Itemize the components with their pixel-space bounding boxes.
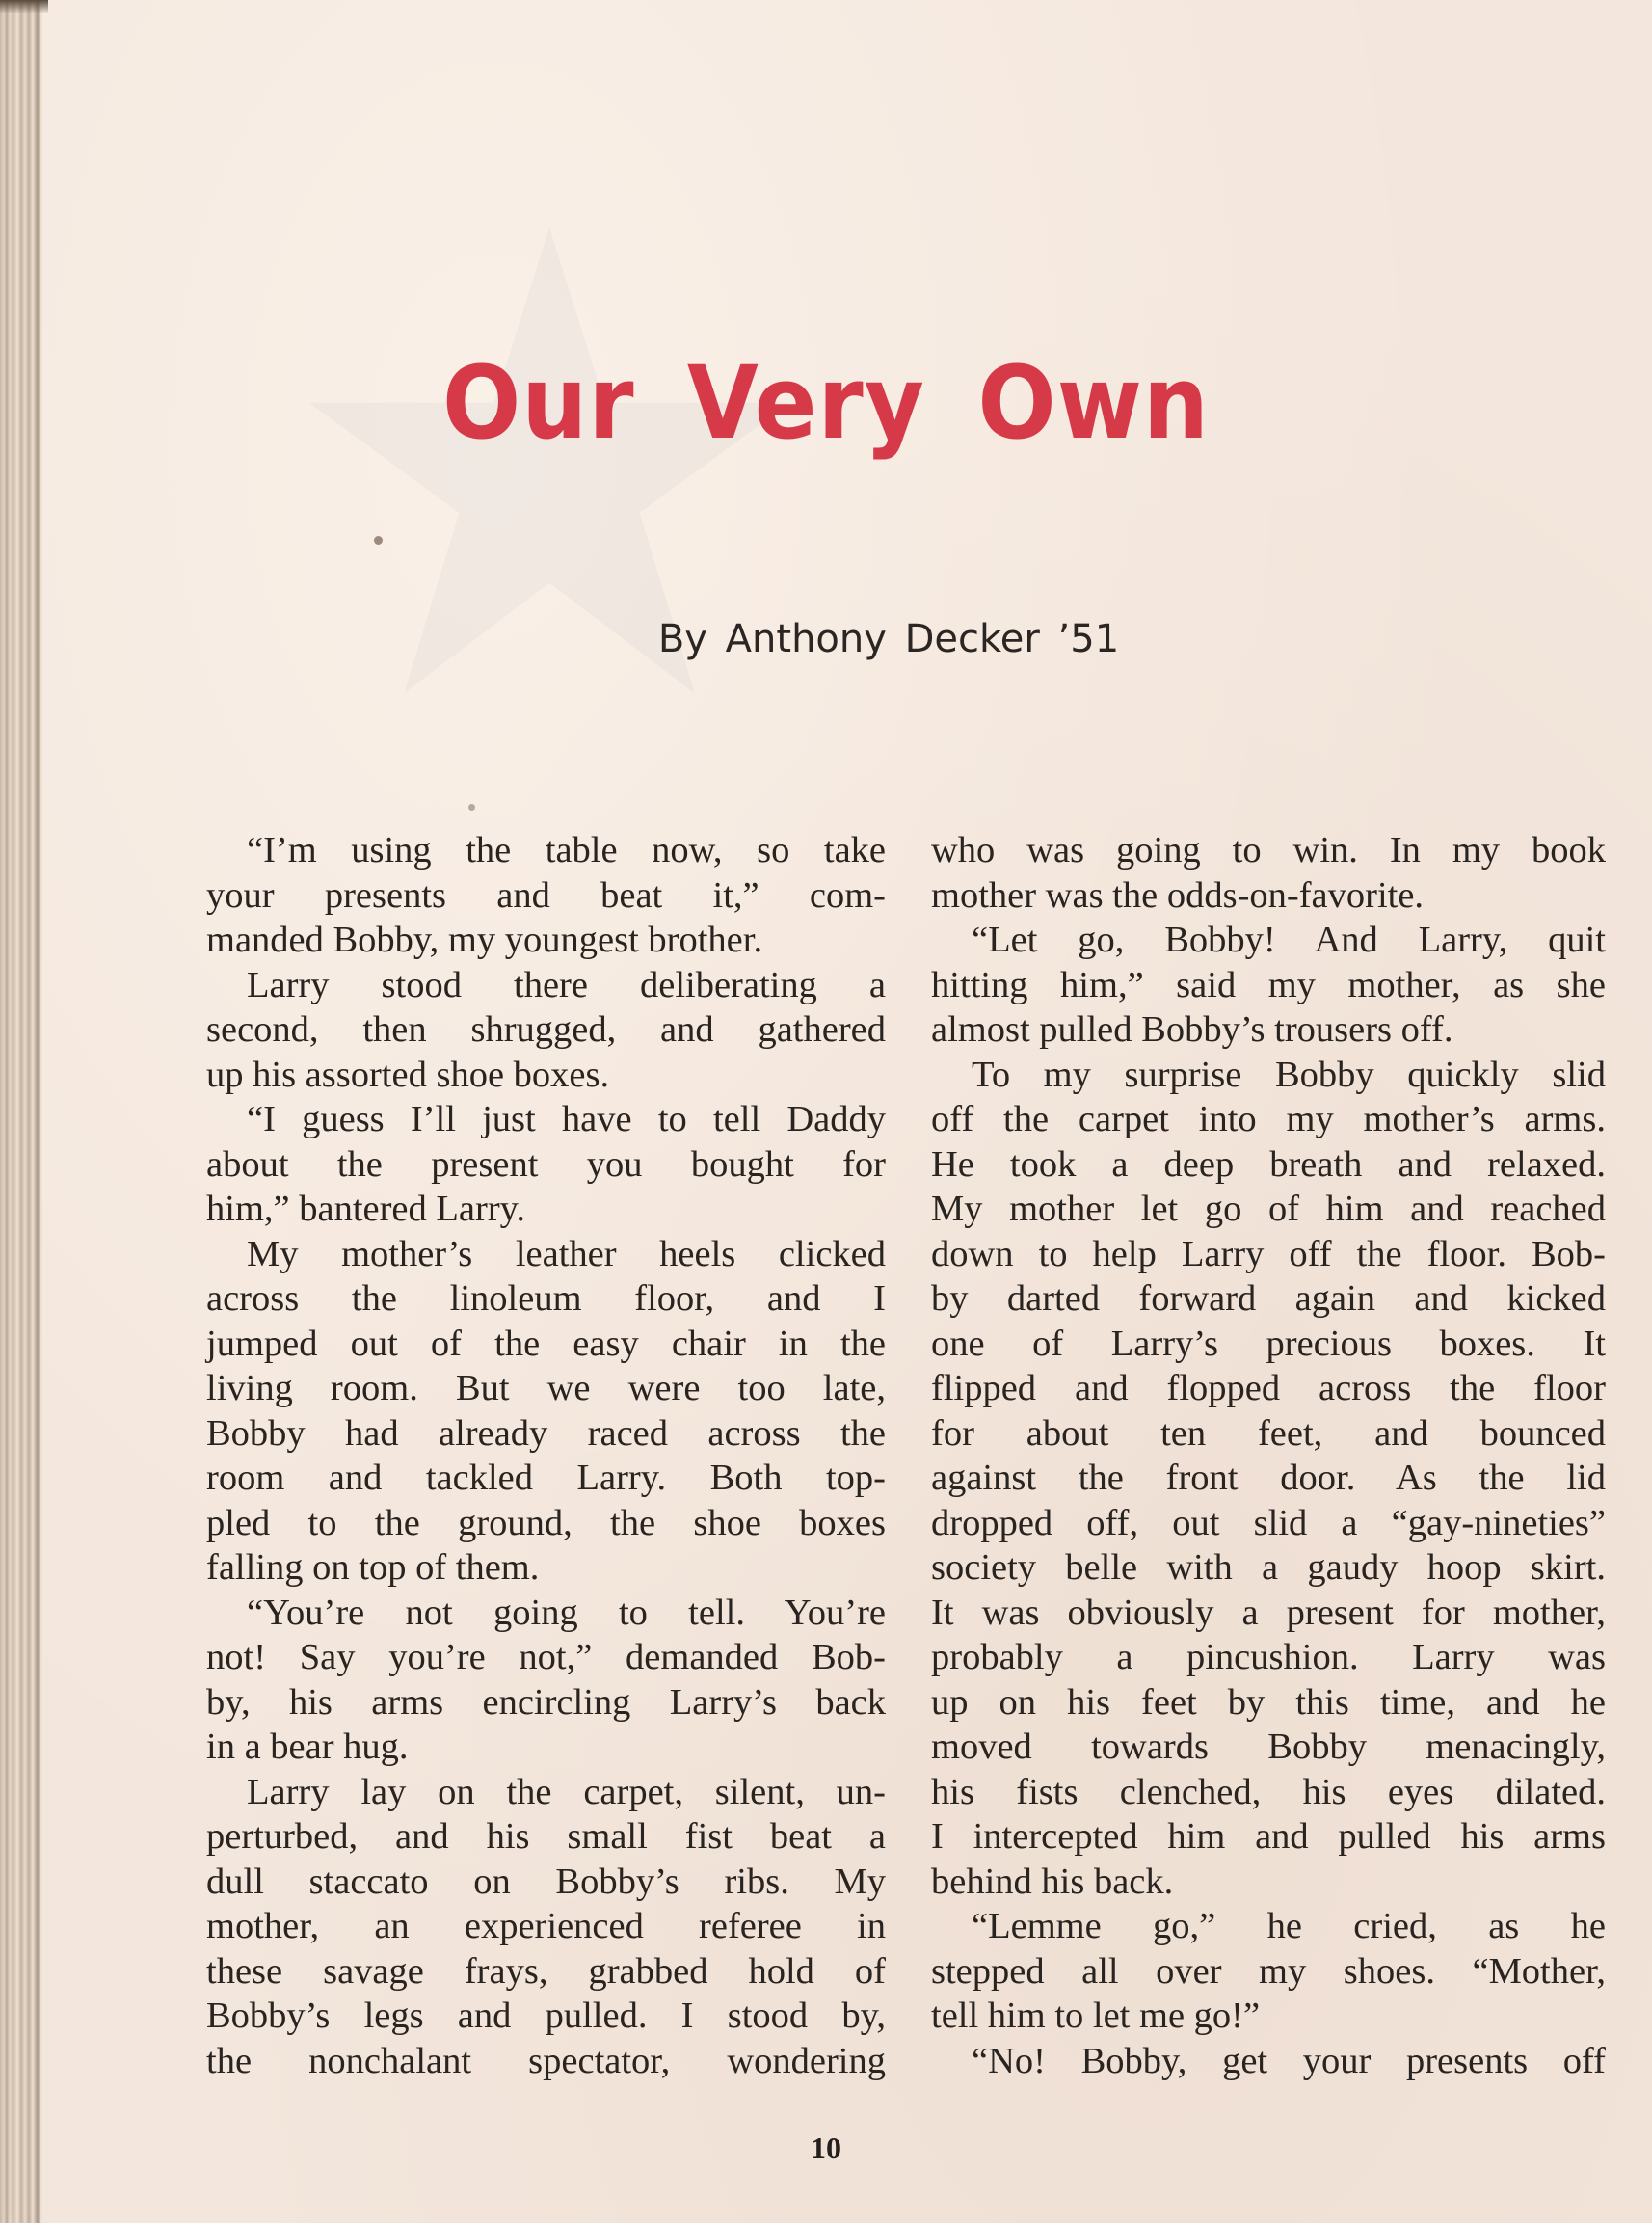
text-line: falling on top of them. — [206, 1547, 540, 1588]
text-line: dull staccato on Bobby’s ribs. My — [206, 1861, 886, 1902]
text-line: off the carpet into my mother’s arms. — [931, 1099, 1606, 1139]
text-line: not! Say you’re not,” demanded Bob- — [206, 1637, 886, 1677]
text-line: “You’re not going to tell. You’re — [247, 1592, 886, 1633]
text-line: the nonchalant spectator, wondering — [206, 2040, 886, 2081]
text-line: by, his arms encircling Larry’s back — [206, 1681, 886, 1723]
text-line: He took a deep breath and relaxed. — [931, 1143, 1606, 1185]
text-line: by darted forward again and kicked — [931, 1278, 1606, 1319]
text-line: “I guess I’ll just have to tell Daddy — [247, 1099, 886, 1139]
text-line: probably a pincushion. Larry was — [931, 1637, 1606, 1677]
text-line: almost pulled Bobby’s trousers off. — [931, 1009, 1453, 1050]
text-line: his fists clenched, his eyes dilated. — [931, 1771, 1606, 1812]
text-line: I intercepted him and pulled his arms — [931, 1816, 1606, 1857]
paragraph — [206, 1232, 886, 1591]
text-line: Bobby’s legs and pulled. I stood by, — [206, 1995, 886, 2036]
paragraph — [931, 828, 1606, 918]
binding-shadow — [0, 0, 48, 13]
text-line: your presents and beat it,” com- — [206, 874, 886, 916]
paragraph — [206, 963, 886, 1098]
text-line: who was going to win. In my book — [931, 830, 1606, 870]
text-line: these savage frays, grabbed hold of — [206, 1950, 886, 1992]
text-line: manded Bobby, my youngest brother. — [206, 920, 763, 960]
text-line: Larry stood there deliberating a — [247, 964, 886, 1005]
text-column-left — [206, 828, 886, 2083]
paragraph — [206, 1591, 886, 1770]
text-line: one of Larry’s precious boxes. It — [931, 1323, 1606, 1364]
text-line: My mother’s leather heels clicked — [247, 1233, 886, 1274]
paragraph — [931, 1904, 1606, 2039]
text-line: behind his back. — [931, 1861, 1174, 1902]
text-line: pled to the ground, the shoe boxes — [206, 1502, 886, 1543]
text-line: down to help Larry off the floor. Bob- — [931, 1233, 1606, 1274]
text-line: It was obviously a present for mother, — [931, 1592, 1606, 1633]
text-line: “No! Bobby, get your presents off — [972, 2040, 1606, 2081]
text-line: across the linoleum floor, and I — [206, 1278, 886, 1319]
text-line: against the front door. As the lid — [931, 1458, 1606, 1498]
paper-speck — [374, 536, 383, 545]
text-line: him,” bantered Larry. — [206, 1189, 526, 1229]
text-line: perturbed, and his small fist beat a — [206, 1816, 886, 1857]
text-line: room and tackled Larry. Both top- — [206, 1458, 886, 1498]
text-line: My mother let go of him and reached — [931, 1189, 1606, 1229]
paragraph — [206, 1097, 886, 1232]
text-line: in a bear hug. — [206, 1727, 409, 1767]
paragraph — [931, 2039, 1606, 2084]
article-byline: By Anthony Decker ’51 — [657, 617, 1120, 661]
text-line: moved towards Bobby menacingly, — [931, 1727, 1606, 1767]
text-line: tell him to let me go!” — [931, 1995, 1261, 2036]
text-line: second, then shrugged, and gathered — [206, 1009, 886, 1050]
text-line: dropped off, out slid a “gay-nineties” — [931, 1502, 1606, 1543]
text-line: Larry lay on the carpet, silent, un- — [247, 1771, 886, 1812]
paragraph — [206, 1770, 886, 2084]
text-line: To my surprise Bobby quickly slid — [972, 1054, 1606, 1095]
text-line: flipped and flopped across the floor — [931, 1368, 1606, 1408]
page-number: 10 — [811, 2130, 841, 2165]
text-line: hitting him,” said my mother, as she — [931, 964, 1606, 1005]
text-line: “I’m using the table now, so take — [247, 830, 886, 870]
text-line: mother was the odds-on-favorite. — [931, 874, 1425, 916]
text-line: jumped out of the easy chair in the — [206, 1323, 886, 1364]
text-column-right — [931, 828, 1606, 2083]
article-title: Our Very Own — [442, 343, 1210, 462]
paragraph — [931, 1053, 1606, 1905]
text-line: for about ten feet, and bounced — [931, 1412, 1606, 1454]
text-line: Bobby had already raced across the — [206, 1412, 886, 1454]
text-line: “Let go, Bobby! And Larry, quit — [972, 920, 1606, 960]
text-line: up his assorted shoe boxes. — [206, 1054, 610, 1095]
paragraph — [931, 918, 1606, 1053]
book-binding-edge — [0, 0, 42, 2223]
text-line: up on his feet by this time, and he — [931, 1681, 1606, 1723]
paper-speck — [468, 804, 475, 811]
text-line: about the present you bought for — [206, 1143, 886, 1185]
paragraph — [206, 828, 886, 963]
text-line: living room. But we were too late, — [206, 1368, 886, 1408]
text-line: mother, an experienced referee in — [206, 1906, 886, 1946]
text-line: stepped all over my shoes. “Mother, — [931, 1950, 1606, 1992]
text-line: society belle with a gaudy hoop skirt. — [931, 1547, 1606, 1588]
text-line: “Lemme go,” he cried, as he — [972, 1906, 1606, 1946]
